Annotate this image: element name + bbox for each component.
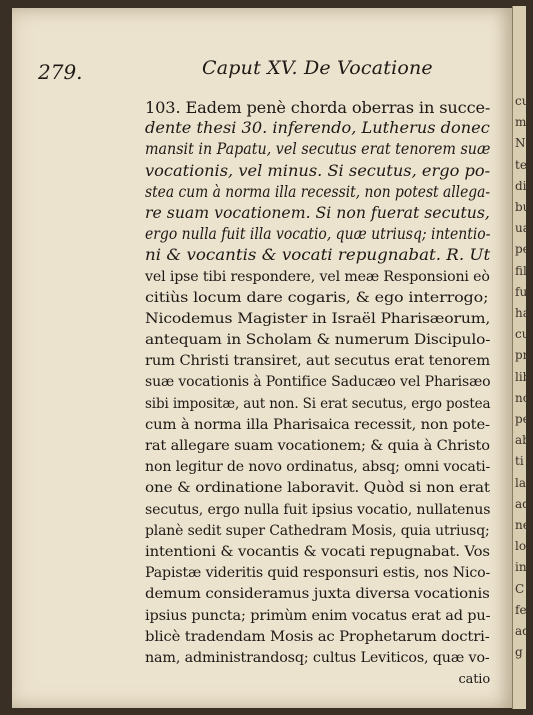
text-line: secutus, ergo nulla fuit ipsius vocatio, nullatenus: [145, 501, 491, 518]
text-line: nam, administrandosq; cultus Leviticos, quæ vo-: [145, 649, 490, 666]
facing-page-fragment: m: [515, 115, 527, 130]
facing-page-fragment: ti: [515, 454, 524, 469]
text-line: sibi impositæ, aut non. Si erat secutus, ergo postea: [145, 395, 491, 412]
facing-page-fragment: ua: [515, 221, 530, 236]
book-page: [12, 8, 512, 708]
facing-page-fragment: ha: [515, 306, 530, 320]
facing-page-fragment: fil: [515, 263, 527, 278]
text-line: Nicodemus Magister in Israël Pharisæorum,: [145, 310, 491, 327]
running-head: Caput XV. De Vocatione: [202, 57, 433, 79]
facing-page-fragment: ter: [515, 157, 533, 172]
text-line: mansit in Papatu, vel secutus erat tenorem suæ: [145, 140, 491, 159]
text-line: vocationis, vel minus. Si secutus, ergo po-: [145, 161, 491, 180]
text-line: Papistæ videritis quid responsuri estis, nos Nico-: [145, 565, 491, 582]
facing-page-fragment: no: [515, 390, 530, 405]
text-line: vel ipse tibi respondere, vel meæ Responsioni eò: [145, 268, 490, 285]
facing-page-fragment: fe: [515, 602, 527, 617]
text-line: dente thesi 30. inferendo, Lutherus donec: [145, 119, 490, 138]
body-text: [145, 97, 490, 690]
facing-page-fragment: ab: [515, 433, 530, 448]
text-line: re suam vocationem. Si non fuerat secutus,: [145, 203, 490, 222]
text-line: intentioni & vocantis & vocati repugnabat. Vos: [145, 543, 490, 560]
text-line: stea cum à norma illa recessit, non potest allega-: [145, 182, 491, 201]
facing-page-fragment: cu: [515, 327, 530, 342]
facing-page-fragment: g: [515, 645, 523, 660]
text-line: ipsius puncta; primùm enim vocatus erat ad pu-: [145, 607, 491, 624]
facing-page-fragment: N: [515, 136, 526, 151]
text-line: ni & vocantis & vocati repugnabat. R. Ut: [145, 246, 491, 265]
text-line: rum Christi transiret, aut secutus erat tenorem: [145, 353, 491, 370]
facing-page-fragment: pe: [515, 242, 530, 257]
facing-page-fragment: cu: [515, 94, 530, 108]
facing-page-fragment: bu: [515, 200, 531, 214]
facing-page-fragment: dic: [515, 178, 533, 193]
text-line: one & ordinatione laboravit. Quòd si non erat: [145, 480, 490, 497]
facing-page-fragment: lo: [515, 539, 527, 554]
text-line: demum consideramus juxta diversa vocationis: [145, 586, 490, 603]
facing-page-fragment: fu: [515, 284, 528, 299]
text-line: suæ vocationis à Pontifice Saducæo vel Pharisæo: [145, 374, 491, 391]
facing-page-fragment: ad: [515, 496, 530, 511]
facing-page-fragment: la: [515, 475, 526, 490]
text-line: ergo nulla fuit illa vocatio, quæ utriusq; intentio-: [145, 225, 491, 244]
text-line: antequam in Scholam & numerum Discipulo-: [145, 332, 491, 349]
facing-page-fragment: pe: [515, 412, 530, 426]
text-line: cum à norma illa Pharisaica recessit, non pote-: [145, 416, 490, 433]
text-line: 103. Eadem penè chorda oberras in succe-: [145, 98, 491, 117]
text-line: rat allegare suam vocationem; & quia à Christo: [145, 438, 490, 454]
text-line: planè sedit super Cathedram Mosis, quia utriusq;: [145, 522, 490, 539]
catchword: catio: [458, 672, 490, 688]
page-number: 279.: [38, 60, 83, 84]
facing-page-fragment: ne: [515, 518, 530, 532]
facing-page-edge: [512, 6, 533, 709]
text-line: non legitur de novo ordinatus, absq; omni vocati-: [145, 459, 491, 476]
facing-page-fragment: pr: [515, 348, 529, 363]
facing-page-fragment: lib: [515, 369, 531, 384]
facing-page-fragment: in: [515, 560, 527, 575]
facing-page-fragment: ad: [515, 624, 530, 638]
text-line: citiùs locum dare cogaris, & ego interrogo;: [145, 289, 489, 306]
text-line: blicè tradendam Mosis ac Prophetarum doctri-: [145, 628, 490, 645]
facing-page-fragment: C: [515, 581, 525, 596]
